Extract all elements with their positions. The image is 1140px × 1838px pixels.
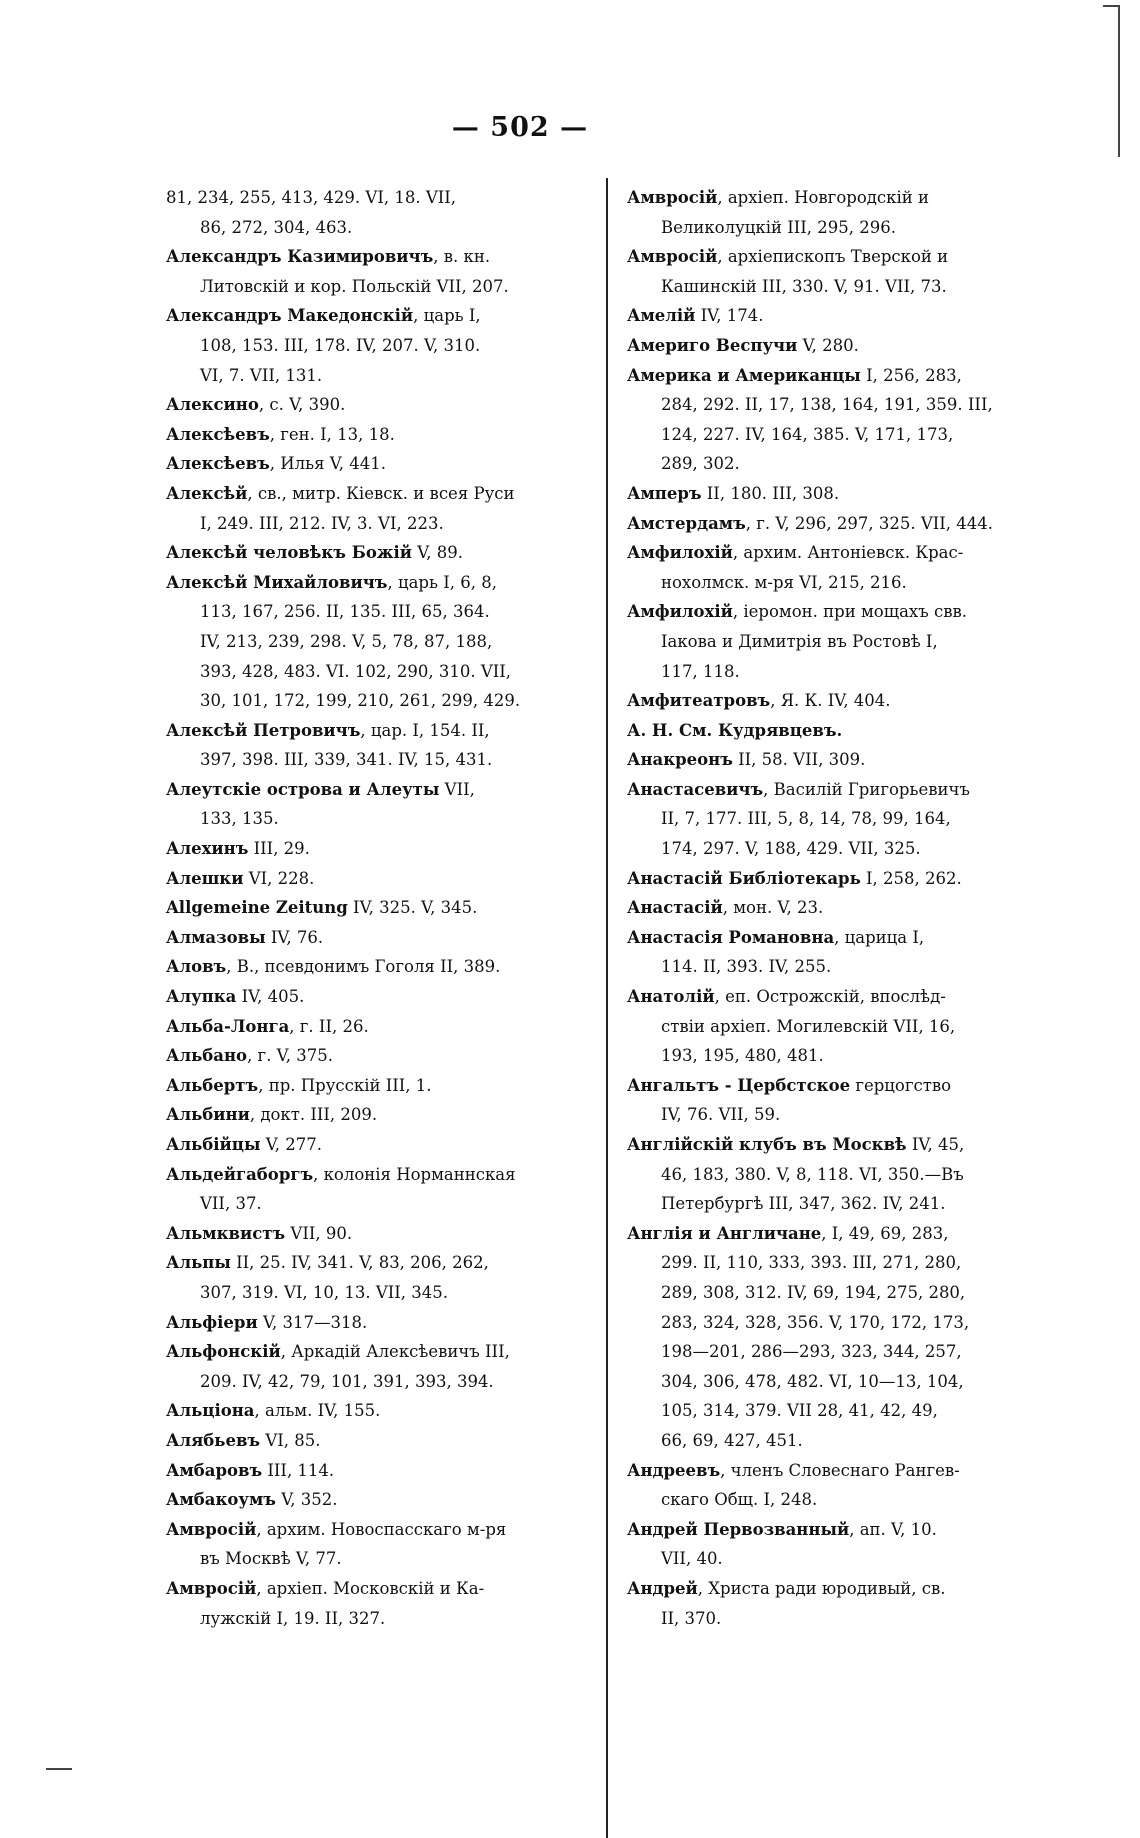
entry-references: , г. V, 296, 297, 325. VII, 444. [745, 513, 994, 533]
index-entry-continuation [627, 272, 1045, 302]
index-entry [166, 1100, 594, 1130]
index-entry [166, 538, 594, 568]
entry-references: 299. II, 110, 333, 393. III, 271, 280, [661, 1253, 962, 1273]
entry-references: IV, 174. [695, 306, 764, 326]
index-entry [166, 390, 594, 420]
entry-references: II, 25. IV, 341. V, 83, 206, 262, [230, 1253, 489, 1273]
index-entry [166, 449, 594, 479]
index-entry [166, 479, 594, 509]
index-entry [627, 775, 1045, 805]
entry-references: Петербургѣ III, 347, 362. IV, 241. [661, 1194, 946, 1214]
index-entry-continuation [166, 657, 594, 687]
entry-references: 193, 195, 480, 481. [661, 1046, 824, 1066]
entry-heading: Англійскій клубъ въ Москвѣ [627, 1135, 907, 1154]
index-entry-continuation [166, 1278, 594, 1308]
entry-heading: Алексѣевъ [166, 424, 270, 444]
entry-references: 105, 314, 379. VII 28, 41, 42, 49, [661, 1401, 938, 1421]
entry-heading: Алексѣй Петровичъ [166, 720, 361, 740]
index-entry-continuation [627, 1100, 1045, 1130]
entry-heading: Альмквистъ [166, 1223, 286, 1243]
index-entry-continuation [627, 1248, 1045, 1278]
entry-heading: Allgemeine Zeitung [166, 898, 348, 918]
entry-references: , Василій Григорьевичъ [763, 779, 970, 799]
entry-references: 124, 227. IV, 164, 385. V, 171, 173, [661, 424, 954, 444]
index-entry-continuation [627, 834, 1045, 864]
index-entry [166, 242, 594, 272]
entry-heading: Альціона [166, 1401, 255, 1421]
index-entry [627, 1515, 1045, 1545]
entry-heading: Амбаровъ [166, 1460, 263, 1480]
index-entry [166, 1071, 594, 1101]
index-entry-continuation [627, 1041, 1045, 1071]
entry-references: I, 249. III, 212. IV, 3. VI, 223. [200, 513, 444, 533]
entry-heading: Америго Веспучи [627, 335, 798, 355]
entry-heading: Анастасевичъ [627, 779, 764, 799]
entry-references: 81, 234, 255, 413, 429. VI, 18. VII, [166, 188, 457, 207]
index-entry [166, 982, 594, 1012]
entry-references: VII, [439, 779, 475, 799]
entry-heading: Англія и Англичане [627, 1223, 822, 1243]
entry-references: , архим. Антоніевск. Крас- [732, 543, 964, 563]
index-entry-continuation [627, 1012, 1045, 1042]
entry-heading: Анастасій [627, 898, 723, 918]
index-entry [166, 716, 594, 746]
index-entry-continuation [627, 213, 1045, 243]
entry-heading: Альфонскій [166, 1342, 281, 1362]
index-entry [166, 1308, 594, 1338]
entry-references: VI, 7. VII, 131. [200, 365, 323, 385]
entry-heading: Альпы [166, 1253, 231, 1273]
index-entry [627, 716, 1045, 746]
entry-references: 46, 183, 380. V, 8, 118. VI, 350.—Въ [661, 1164, 964, 1184]
index-entry [627, 242, 1045, 272]
entry-references: 174, 297. V, 188, 429. VII, 325. [661, 839, 921, 859]
entry-references: , г. V, 375. [247, 1046, 333, 1066]
entry-references: V, 317—318. [257, 1312, 368, 1332]
entry-references: герцогство [850, 1075, 952, 1095]
index-entry-continuation [166, 1604, 594, 1634]
index-entry-continuation [166, 686, 594, 716]
entry-heading: Алексѣевъ [166, 454, 270, 474]
index-entry [166, 775, 594, 805]
index-entry [166, 1396, 594, 1426]
index-entry [627, 1456, 1045, 1486]
index-entry [627, 183, 1045, 213]
index-entry [627, 597, 1045, 627]
index-entry [166, 1248, 594, 1278]
entry-references: , архіепископъ Тверской и [717, 247, 949, 267]
index-entry-continuation [166, 213, 594, 243]
entry-references: , Илья V, 441. [269, 454, 387, 474]
index-entry-continuation [627, 1160, 1045, 1190]
index-entry [627, 1130, 1045, 1160]
entry-references: 30, 101, 172, 199, 210, 261, 299, 429. [200, 691, 521, 711]
entry-heading: Алупка [166, 987, 237, 1007]
entry-heading: Амвросій [166, 1519, 257, 1539]
index-entry [627, 864, 1045, 894]
entry-references: лужскій I, 19. II, 327. [200, 1608, 386, 1628]
entry-heading: Амперъ [627, 483, 702, 503]
entry-heading: Алексѣй человѣкъ Божій [166, 543, 412, 563]
entry-references: 393, 428, 483. VI. 102, 290, 310. VII, [200, 661, 512, 681]
index-entry [627, 509, 1045, 539]
entry-references: , царь I, 6, 8, [387, 572, 497, 592]
entry-heading: Андрей [627, 1578, 698, 1598]
entry-references: , архіеп. Новгородскій и [717, 188, 929, 207]
entry-references: , еп. Острожскій, впослѣд- [714, 987, 946, 1007]
entry-references: , докт. III, 209. [249, 1105, 378, 1125]
page-edge-line [1118, 5, 1120, 157]
entry-references: VI, 85. [260, 1430, 321, 1450]
index-entry [627, 361, 1045, 391]
index-entry-continuation [166, 509, 594, 539]
index-entry [166, 420, 594, 450]
entry-references: , в. кн. [433, 247, 491, 267]
index-entry-continuation [166, 597, 594, 627]
index-entry-continuation [627, 390, 1045, 420]
entry-heading: Алябьевъ [166, 1430, 261, 1450]
index-entry [627, 331, 1045, 361]
entry-references: III, 114. [262, 1460, 335, 1480]
index-entry [627, 745, 1045, 775]
entry-references: , царь I, [413, 306, 481, 326]
entry-references: IV, 405. [236, 987, 305, 1007]
index-entry [627, 301, 1045, 331]
entry-references: Іакова и Димитрія въ Ростовѣ I, [661, 631, 938, 651]
entry-references: въ Москвѣ V, 77. [200, 1549, 342, 1569]
entry-heading: Александръ Казимировичъ [166, 247, 434, 267]
entry-references: 198—201, 286—293, 323, 344, 257, [661, 1342, 962, 1362]
entry-references: 66, 69, 427, 451. [661, 1430, 803, 1450]
entry-heading: Амфилохій [627, 602, 733, 622]
index-entry [627, 893, 1045, 923]
entry-references: , Я. К. IV, 404. [770, 691, 891, 711]
index-entry-continuation [627, 627, 1045, 657]
footer-mark [46, 1768, 72, 1770]
page-edge-tick [1103, 5, 1119, 7]
entry-heading: Амфитеатровъ [627, 691, 771, 711]
index-column-left [166, 183, 594, 1633]
index-entry-continuation [166, 1189, 594, 1219]
index-entry [166, 1574, 594, 1604]
index-entry-continuation [166, 627, 594, 657]
index-entry-continuation [627, 1426, 1045, 1456]
entry-references: V, 89. [412, 543, 464, 563]
entry-references: II, 7, 177. III, 5, 8, 14, 78, 99, 164, [661, 809, 951, 829]
entry-references: 289, 302. [661, 454, 740, 474]
entry-references: II, 58. VII, 309. [732, 750, 866, 770]
index-entry-continuation [627, 657, 1045, 687]
entry-references: IV, 76. [265, 927, 324, 947]
index-entry-continuation [627, 1485, 1045, 1515]
entry-references: V, 352. [275, 1490, 338, 1510]
entry-references: , св., митр. Кіевск. и всея Руси [247, 483, 515, 503]
entry-references: 283, 324, 328, 356. V, 170, 172, 173, [661, 1312, 970, 1332]
entry-references: , цар. I, 154. II, [360, 720, 490, 740]
index-entry [166, 1041, 594, 1071]
entry-references: 114. II, 393. IV, 255. [661, 957, 832, 977]
index-entry-continuation [627, 1189, 1045, 1219]
entry-references: , Христа ради юродивый, св. [697, 1578, 946, 1598]
entry-heading: Америка и Американцы [627, 365, 861, 385]
entry-heading: Аловъ [166, 957, 227, 977]
entry-heading: Амвросій [627, 247, 718, 267]
entry-references: IV, 213, 239, 298. V, 5, 78, 87, 188, [200, 631, 493, 651]
index-entry [627, 1071, 1045, 1101]
entry-heading: Амбакоумъ [166, 1490, 276, 1510]
index-entry [166, 1485, 594, 1515]
index-entry [627, 1219, 1045, 1249]
index-entry [166, 1160, 594, 1190]
entry-references: , колонія Норманнская [313, 1164, 516, 1184]
entry-references: скаго Общ. I, 248. [661, 1490, 818, 1510]
entry-references: 289, 308, 312. IV, 69, 194, 275, 280, [661, 1282, 966, 1302]
page-number: — 502 — [451, 112, 589, 143]
index-entry-continuation [627, 1544, 1045, 1574]
index-entry [627, 686, 1045, 716]
entry-references: I, 256, 283, [860, 365, 962, 385]
index-entry [166, 834, 594, 864]
entry-references: , ген. I, 13, 18. [269, 424, 395, 444]
entry-references: II, 180. III, 308. [701, 483, 840, 503]
entry-references: 307, 319. VI, 10, 13. VII, 345. [200, 1282, 449, 1302]
entry-references: 133, 135. [200, 809, 279, 829]
entry-references: V, 277. [260, 1135, 323, 1154]
entry-heading: Алексѣй [166, 483, 248, 503]
entry-references: Кашинскій III, 330. V, 91. VII, 73. [661, 276, 947, 296]
entry-references: , I, 49, 69, 283, [821, 1223, 949, 1243]
entry-heading: Ангальтъ - Цербстское [627, 1075, 851, 1095]
entry-heading: Алексѣй Михайловичъ [166, 572, 388, 592]
entry-references: , архим. Новоспасскаго м-ря [256, 1519, 507, 1539]
index-entry [166, 1130, 594, 1160]
entry-heading: Анастасія Романовна [627, 927, 835, 947]
entry-heading: Андреевъ [627, 1460, 721, 1480]
index-entry [627, 479, 1045, 509]
index-entry [166, 568, 594, 598]
index-entry-continuation [627, 420, 1045, 450]
index-entry [627, 923, 1045, 953]
index-entry-continuation [627, 449, 1045, 479]
entry-heading: Анатолій [627, 987, 715, 1007]
entry-heading: Алеутскіе острова и Алеуты [166, 779, 440, 799]
entry-references: , В., псевдонимъ Гоголя II, 389. [226, 957, 501, 977]
entry-references: нохолмск. м-ря VI, 215, 216. [661, 572, 907, 592]
entry-references: III, 29. [248, 839, 310, 859]
entry-references: IV, 45, [906, 1135, 965, 1154]
index-entry-continuation [166, 272, 594, 302]
index-entry [627, 1574, 1045, 1604]
entry-heading: Андрей Первозванный [627, 1519, 850, 1539]
entry-heading: Алексино [166, 395, 259, 415]
index-entry [166, 952, 594, 982]
entry-references: IV, 325. V, 345. [347, 898, 478, 918]
index-entry-continuation [627, 1367, 1045, 1397]
index-entry [166, 864, 594, 894]
index-entry-continuation [627, 1278, 1045, 1308]
entry-heading: Амстердамъ [627, 513, 746, 533]
entry-heading: Альбійцы [166, 1135, 261, 1154]
index-entry [166, 893, 594, 923]
index-entry-continuation [627, 952, 1045, 982]
entry-references: , іеромон. при мощахъ свв. [732, 602, 968, 622]
entry-references: IV, 76. VII, 59. [661, 1105, 781, 1125]
index-entry-continuation [166, 1367, 594, 1397]
entry-heading: Амфилохій [627, 543, 733, 563]
entry-references: 209. IV, 42, 79, 101, 391, 393, 394. [200, 1371, 494, 1391]
index-entry [166, 1012, 594, 1042]
index-entry [166, 1337, 594, 1367]
entry-references: , членъ Словеснаго Рангев- [720, 1460, 960, 1480]
index-entry-continuation [627, 804, 1045, 834]
entry-heading: Альфіери [166, 1312, 258, 1332]
index-entry-continuation [627, 1308, 1045, 1338]
entry-heading: Амвросій [627, 188, 718, 207]
entry-references: 117, 118. [661, 661, 740, 681]
entry-references: 108, 153. III, 178. IV, 207. V, 310. [200, 335, 481, 355]
entry-references: 86, 272, 304, 463. [200, 217, 353, 237]
entry-references: 284, 292. II, 17, 138, 164, 191, 359. III, [661, 395, 993, 415]
entry-references: I, 258, 262. [860, 868, 962, 888]
index-entry [627, 538, 1045, 568]
entry-heading: Алешки [166, 868, 244, 888]
index-entry [166, 183, 594, 213]
entry-references: , Аркадій Алексѣевичъ III, [280, 1342, 510, 1362]
entry-references: , мон. V, 23. [722, 898, 824, 918]
entry-heading: Амелій [627, 306, 696, 326]
entry-references: , с. V, 390. [258, 395, 346, 415]
entry-references: ствіи архіеп. Могилевскій VII, 16, [661, 1016, 956, 1036]
index-entry [166, 1456, 594, 1486]
entry-heading: Амвросій [166, 1578, 257, 1598]
index-entry-continuation [166, 804, 594, 834]
entry-references: , архіеп. Московскій и Ка- [256, 1578, 485, 1598]
entry-references: II, 370. [661, 1608, 722, 1628]
index-entry [627, 982, 1045, 1012]
index-entry-continuation [166, 1544, 594, 1574]
entry-references: VI, 228. [243, 868, 315, 888]
entry-heading: Альба-Лонга [166, 1016, 290, 1036]
index-entry [166, 1515, 594, 1545]
entry-heading: Алмазовы [166, 927, 266, 947]
entry-references: , альм. IV, 155. [254, 1401, 381, 1421]
entry-heading: Альдейгаборгъ [166, 1164, 314, 1184]
entry-heading: Анакреонъ [627, 750, 733, 770]
index-entry-continuation [627, 1337, 1045, 1367]
entry-references: Литовскій и кор. Польскій VII, 207. [200, 276, 509, 296]
entry-references: VII, 90. [285, 1223, 353, 1243]
index-entry-continuation [627, 568, 1045, 598]
entry-references: 304, 306, 478, 482. VI, 10—13, 104, [661, 1371, 964, 1391]
entry-references: , ап. V, 10. [849, 1519, 937, 1539]
entry-heading: Альбини [166, 1105, 250, 1125]
entry-references: VII, 40. [661, 1549, 723, 1569]
entry-references: 397, 398. III, 339, 341. IV, 15, 431. [200, 750, 493, 770]
index-entry-continuation [166, 331, 594, 361]
entry-heading: Александръ Македонскій [166, 306, 414, 326]
entry-references: 113, 167, 256. II, 135. III, 65, 364. [200, 602, 490, 622]
index-entry-continuation [627, 1396, 1045, 1426]
index-entry-continuation [166, 745, 594, 775]
entry-references: , г. II, 26. [289, 1016, 369, 1036]
entry-heading: Альбертъ [166, 1075, 259, 1095]
index-entry [166, 1426, 594, 1456]
entry-references: , пр. Прусскій III, 1. [258, 1075, 432, 1095]
index-entry [166, 301, 594, 331]
index-entry-continuation [627, 1604, 1045, 1634]
entry-heading: А. Н. См. Кудрявцевъ. [627, 720, 843, 740]
column-divider [606, 178, 608, 1838]
entry-references: Великолуцкій III, 295, 296. [661, 217, 897, 237]
entry-references: VII, 37. [200, 1194, 262, 1214]
entry-references: V, 280. [797, 335, 859, 355]
entry-heading: Алехинъ [166, 839, 249, 859]
entry-heading: Альбано [166, 1046, 248, 1066]
index-column-right [627, 183, 1045, 1633]
index-entry [166, 923, 594, 953]
entry-references: , царица I, [834, 927, 925, 947]
entry-heading: Анастасій Библіотекарь [627, 868, 861, 888]
index-entry-continuation [166, 361, 594, 391]
index-entry [166, 1219, 594, 1249]
